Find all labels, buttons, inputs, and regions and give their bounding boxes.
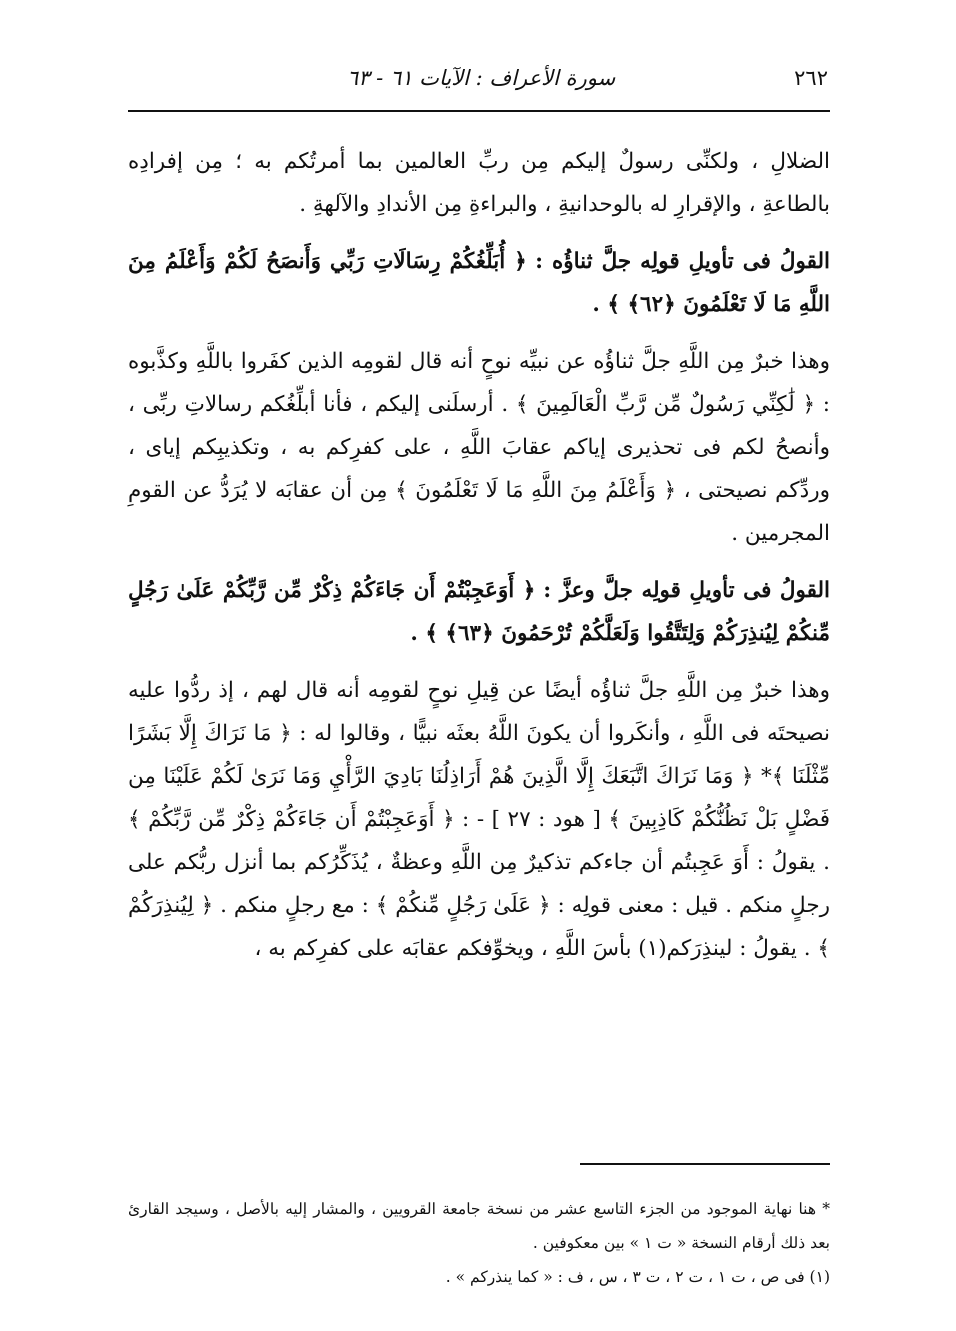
commentary-heading (128, 240, 830, 326)
footnotes (128, 1192, 830, 1294)
commentary-heading (128, 569, 830, 655)
heading-lead: القولُ فى تأويلِ قولِه جلَّ وعزَّ : (543, 578, 831, 603)
page-header (128, 58, 828, 98)
footnote-divider (580, 1163, 830, 1165)
page-number: ٢٦٢ (794, 66, 828, 90)
paragraph: الضلالِ ، ولكنِّى رسولٌ إليكم مِن ربِّ العالمين بما أمرتُكم به ؛ مِن إفرادِه بالطاعةِ ، والإقرارِ له بالوحدانيةِ ، والبراءةِ مِن الأندادِ والآلهةِ . (128, 149, 830, 217)
footnote: (١) فى ص ، ت ١ ، ت ٢ ، ت ٣ ، س ، ف : « كما ينذركم » . (445, 1268, 830, 1286)
paragraph: وهذا خبرٌ مِن اللَّهِ جلَّ ثناؤُه عن نبيِّه نوحٍ أنه قال لقومِه الذين كفَروا باللَّهِ وكذَّبوه : ﴿ لَٰكِنِّي رَسُولٌ مِّن رَّبِّ الْعَالَمِينَ ﴾ . أرسلَنى إليكم ، فأنا أبلِّغُكم رسالاتِ ربِّى ، وأنصحُ لكم فى تحذيرى إياكم عقابَ اللَّهِ ، على كفرِكم به ، وتكذيبِكم إياى ، وردِّكم نصيحتى ، ﴿ وَأَعْلَمُ مِنَ اللَّهِ مَا لَا تَعْلَمُونَ ﴾ مِن أن عقابَه لا يُرَدُّ عن القومِ المجرمين . (128, 349, 830, 546)
quran-verse: ﴿ أُبَلِّغُكُمْ رِسَالَاتِ رَبِّي وَأَنصَحُ لَكُمْ وَأَعْلَمُ مِنَ اللَّهِ مَا لَا تَعْلَمُونَ ﴿٦٢﴾ ﴾ . (128, 249, 830, 317)
main-text (128, 140, 830, 970)
running-title: سورة الأعراف : الآيات ٦١ - ٦٣ (346, 66, 616, 90)
quran-verse: ﴿ أَوَعَجِبْتُمْ أَن جَاءَكُمْ ذِكْرٌ مِّن رَّبِّكُمْ عَلَىٰ رَجُلٍ مِّنكُمْ لِيُنذِرَكُمْ وَلِتَتَّقُوا وَلَعَلَّكُمْ تُرْحَمُونَ ﴿٦٣﴾ ﴾ . (128, 578, 830, 646)
footnote: * هنا نهاية الموجود من الجزء التاسع عشر من نسخة جامعة القرويين ، والمشار إليه بالأصل ، وسيجد القارئ بعد ذلك أرقام النسخة « ت ١ » بين معكوفين . (128, 1200, 830, 1252)
header-divider (128, 110, 830, 112)
paragraph: وهذا خبرٌ مِن اللَّهِ جلَّ ثناؤُه أيضًا عن قِيلِ نوحٍ لقومِه أنه قال لهم ، إذ ردُّوا عليه نصيحتَه فى اللَّهِ ، وأنكَروا أن يكونَ اللَّهُ بعثَه نبيًّا ، وقالوا له : ﴿ مَا نَرَاكَ إِلَّا بَشَرًا مِّثْلَنَا ﴾* ﴿ وَمَا نَرَاكَ اتَّبَعَكَ إِلَّا الَّذِينَ هُمْ أَرَاذِلُنَا بَادِيَ الرَّأْيِ وَمَا نَرَىٰ لَكُمْ عَلَيْنَا مِن فَضْلٍ بَلْ نَظُنُّكُمْ كَاذِبِينَ ﴾ [ هود : ٢٧ ] - : ﴿ أَوَعَجِبْتُمْ أَن جَاءَكُمْ ذِكْرٌ مِّن رَّبِّكُمْ ﴾ . يقولُ : أَوَ عَجِبتُم أن جاءكم تذكيرٌ مِن اللَّهِ وعظةٌ ، يُذَكِّرُكم بما أنزل ربُّكم على رجلٍ منكم . قيل : معنى قولِه : ﴿ عَلَىٰ رَجُلٍ مِّنكُمْ ﴾ : مع رجلٍ منكم . ﴿ لِيُنذِرَكُمْ ﴾ . يقولُ : لينذِرَكم(١) بأسَ اللَّهِ ، ويخوِّفكم عقابَه على كفرِكم به ، (128, 678, 830, 961)
heading-lead: القولُ فى تأويلِ قولِه جلَّ ثناؤُه : (535, 249, 831, 274)
